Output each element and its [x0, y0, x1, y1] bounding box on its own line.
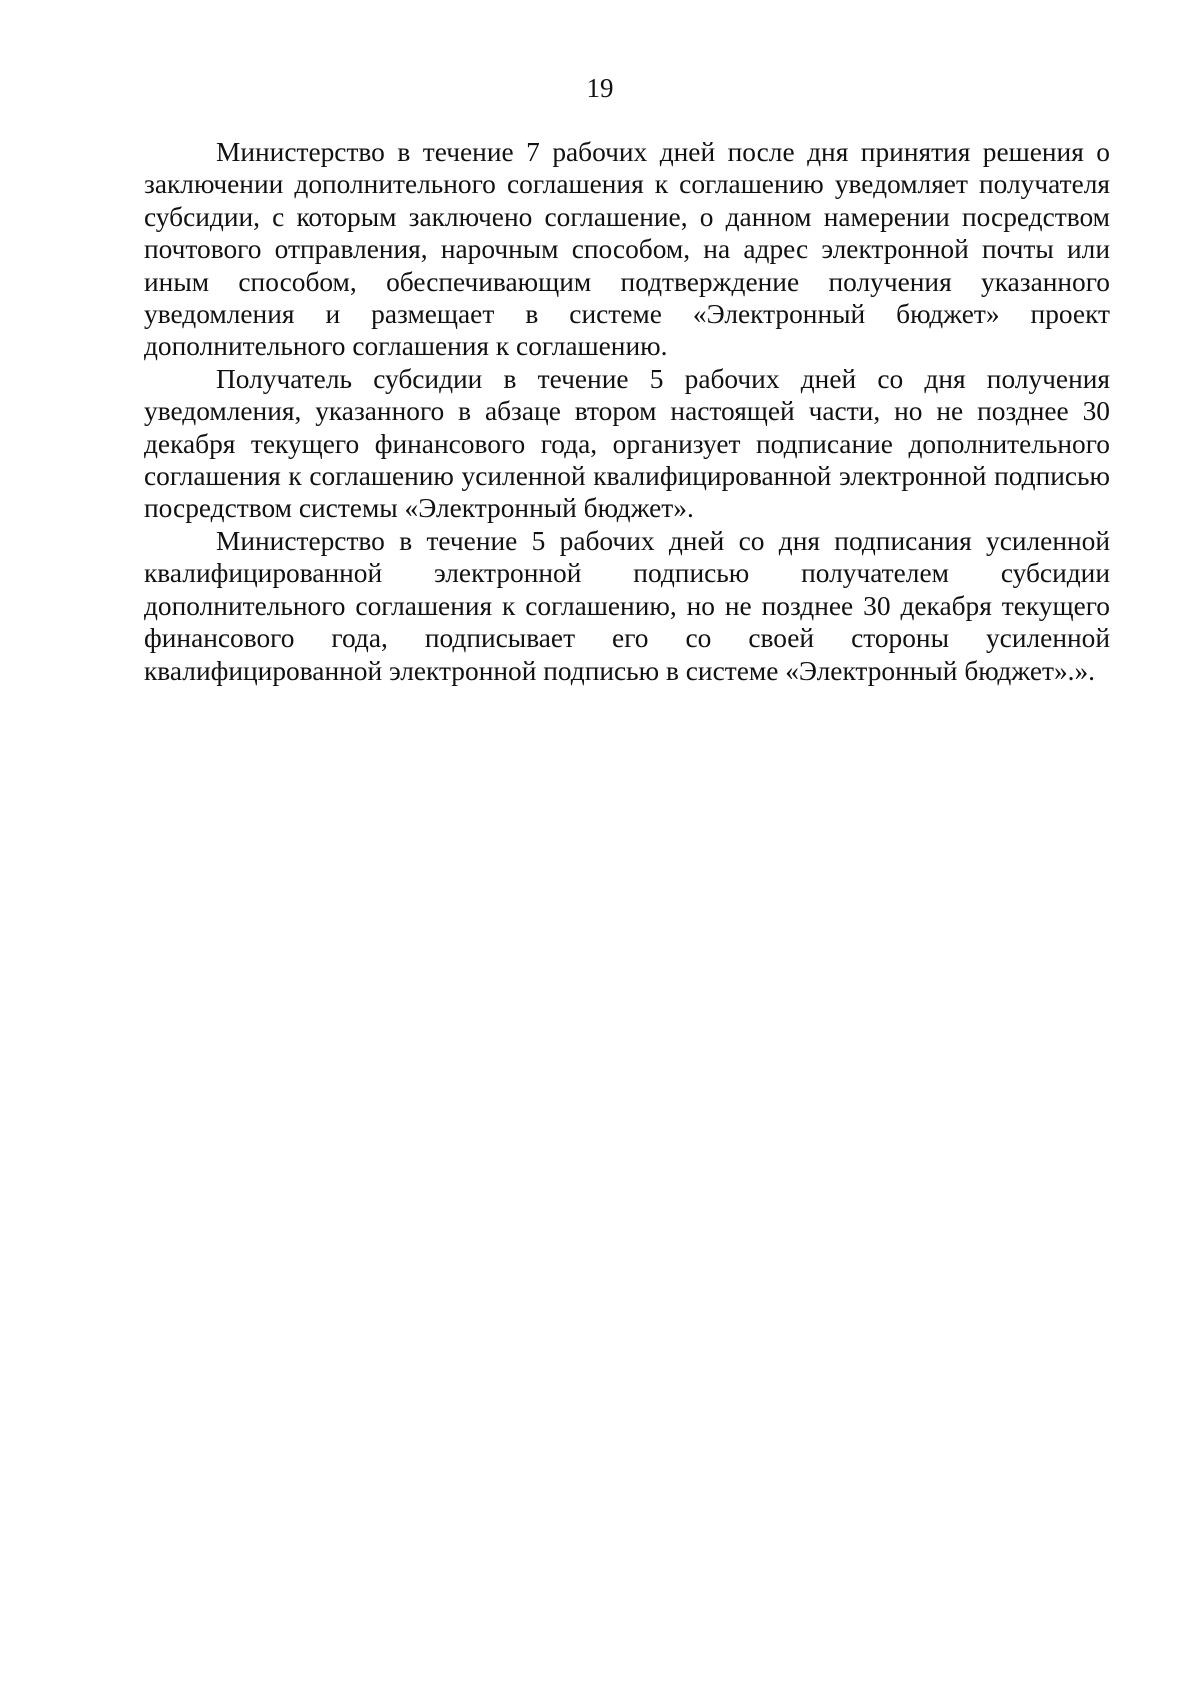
- paragraph-recipient-signing: Получатель субсидии в течение 5 рабочих дней со дня получения уведомления, указанного в абзаце втором настоящей части, но не позднее 30 декабря текущего финансового года, организует подписание дополнительного соглашения к соглашению усиленной квалифицированной электронной подписью посредством системы «Электронный бюджет».: [144, 363, 1110, 524]
- document-body: [144, 136, 1110, 687]
- page-number: 19: [586, 73, 614, 103]
- paragraph-ministry-notification: Министерство в течение 7 рабочих дней после дня принятия решения о заключении дополнительного соглашения к соглашению уведомляет получателя субсидии, с которым заключено соглашение, о данном намерении посредством почтового отправления, нарочным способом, на адрес электронной почты или иным способом, обеспечивающим подтверждение получения указанного уведомления и размещает в системе «Электронный бюджет» проект дополнительного соглашения к соглашению.: [144, 137, 1110, 362]
- paragraph-ministry-signing: Министерство в течение 5 рабочих дней со дня подписания усиленной квалифицированной электронной подписью получателем субсидии дополнительного соглашения к соглашению, но не позднее 30 декабря текущего финансового года, подписывает его со своей стороны усиленной квалифицированной электронной подписью в системе «Электронный бюджет».».: [144, 525, 1110, 686]
